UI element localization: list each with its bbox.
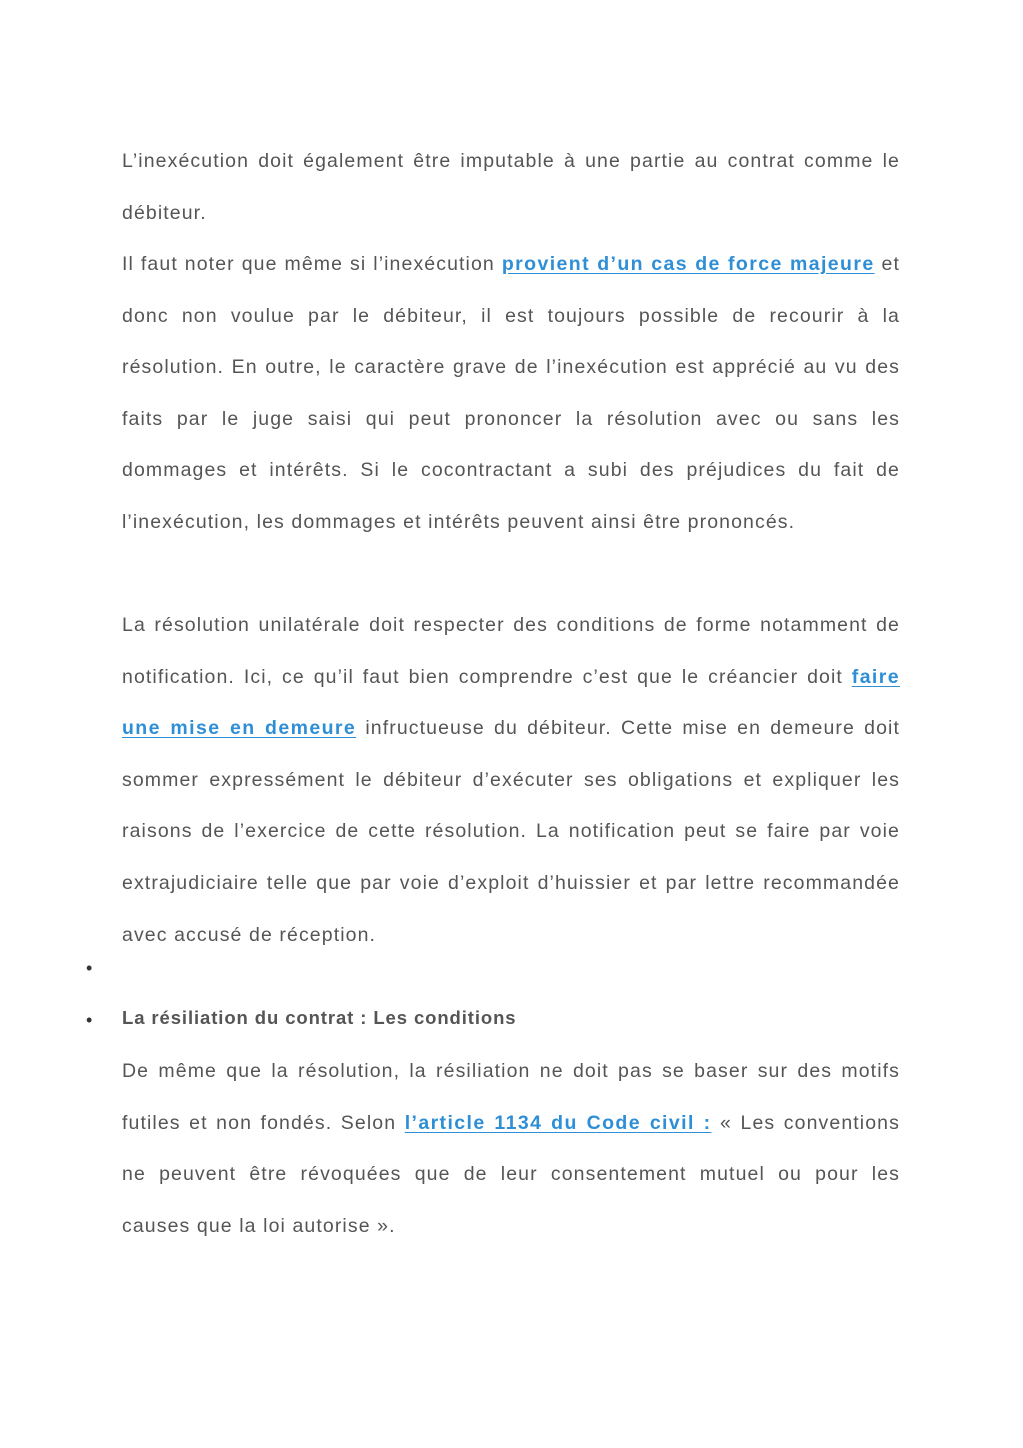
heading-bullet: • bbox=[86, 1010, 93, 1030]
paragraph-unilateral-resolution bbox=[122, 600, 900, 961]
paragraph-text: « Les conventions ne peuvent être révoquées que de leur consentement mutuel ou pour les causes que la loi autorise ». bbox=[122, 1111, 900, 1237]
link-article-1134[interactable]: l’article 1134 du Code civil : bbox=[404, 1111, 712, 1134]
empty-bullet: • bbox=[86, 958, 93, 978]
paragraph-text: et donc non voulue par le débiteur, il est toujours possible de recourir à la résolution. En outre, le caractère grave de l’inexécution est apprécié au vu des faits par le juge saisi qui peut prononcer la résolution avec ou sans les dommages et intérêts. Si le cocontractant a subi des préjudices du fait de l’inexécution, les dommages et intérêts peuvent ainsi être prononcés. bbox=[122, 253, 900, 533]
paragraph-resiliation bbox=[122, 1046, 900, 1252]
paragraph-force-majeure bbox=[122, 239, 900, 549]
section-heading: La résiliation du contrat : Les conditions bbox=[122, 1007, 517, 1028]
paragraph-text: La résolution unilatérale doit respecter des conditions de forme notamment de notification. Ici, ce qu’il faut bien comprendre c’est que le créancier doit bbox=[122, 614, 900, 688]
paragraph-text: infructueuse du débiteur. Cette mise en demeure doit sommer expressément le débiteur d’exécuter ses obligations et expliquer les raisons de l’exercice de cette résolution. La notification peut se faire par voie extrajudiciaire telle que par voie d’exploit d’huissier et par lettre recommandée avec accusé de réception. bbox=[122, 717, 900, 946]
paragraph-text: De même que la résolution, la résiliation ne doit pas se baser sur des motifs futiles et non fondés. Selon bbox=[122, 1060, 900, 1134]
link-force-majeure[interactable]: provient d’un cas de force majeure bbox=[501, 253, 875, 275]
paragraph-imputability: L’inexécution doit également être imputable à une partie au contrat comme le débiteur. bbox=[122, 150, 900, 224]
link-mise-en-demeure[interactable]: faire une mise en demeure bbox=[122, 665, 900, 740]
paragraph-text: Il faut noter que même si l’inexécution bbox=[122, 253, 502, 275]
